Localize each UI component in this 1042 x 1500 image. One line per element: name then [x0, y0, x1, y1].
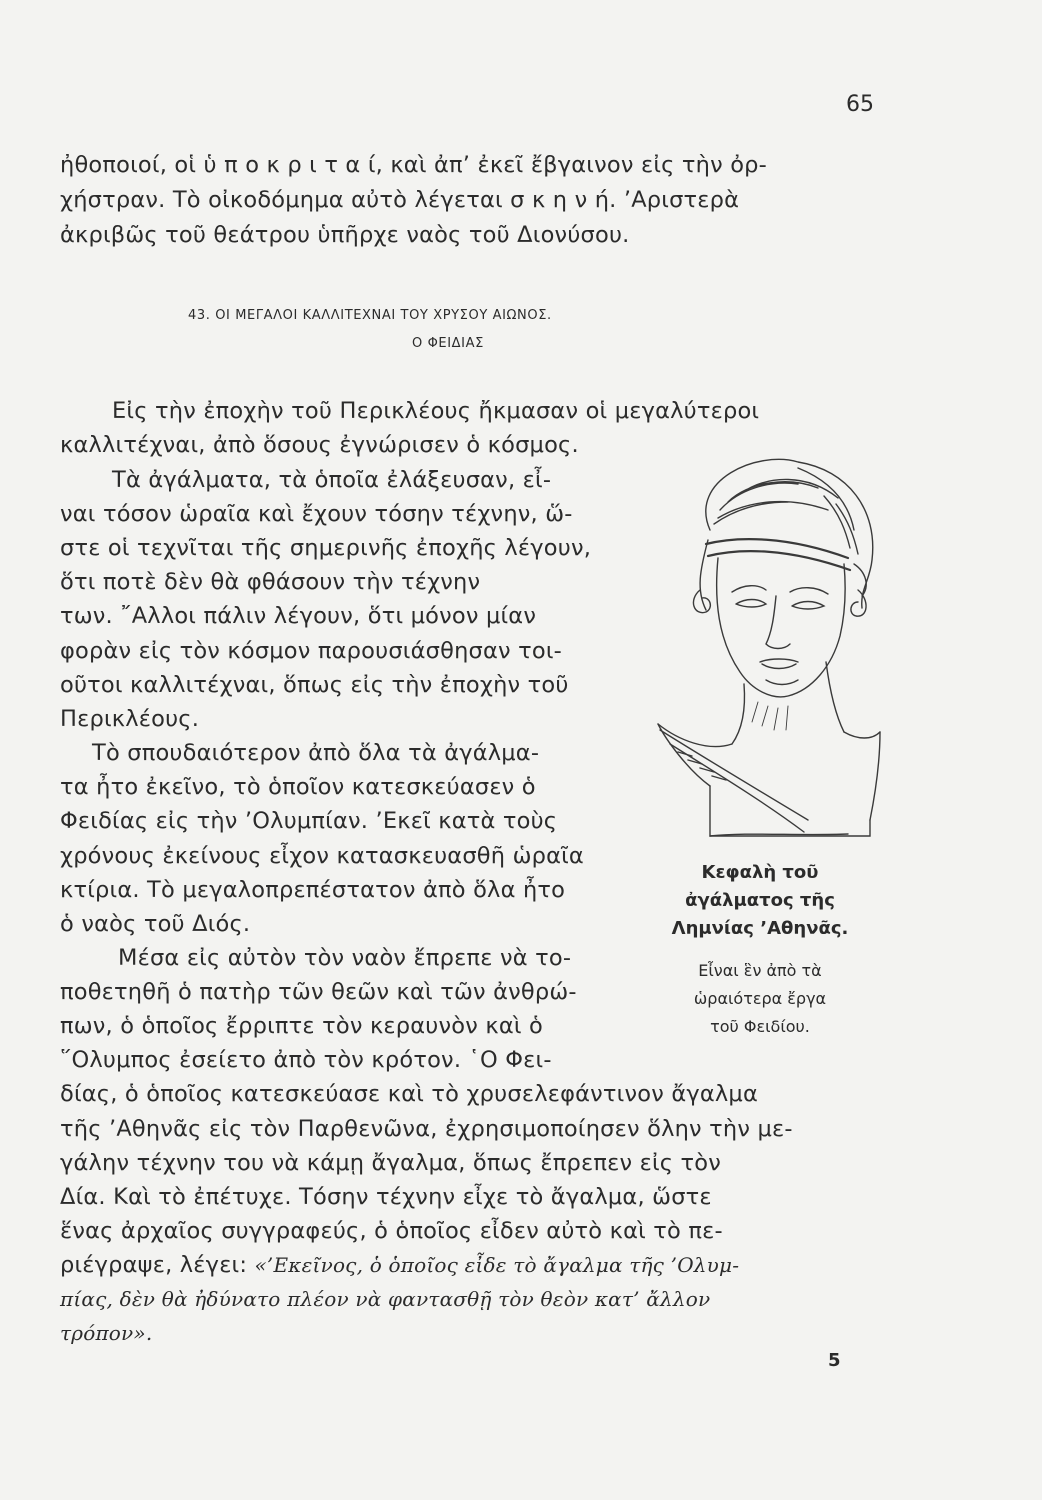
- quote-text: τρόπον».: [60, 1321, 153, 1345]
- text-line: χρόνους ἐκείνους εἶχον κατασκευασθῆ ὡραῖα: [60, 843, 584, 869]
- quote-text: «’Εκεῖνος, ὁ ὁποῖος εἶδε τὸ ἄγαλμα τῆς ’Ολυμ-: [254, 1253, 740, 1277]
- text-line: των. ῎Αλλοι πάλιν λέγουν, ὅτι μόνον μίαν: [60, 603, 537, 629]
- text-line: ἠθοποιοί, οἱ ὑ π ο κ ρ ι τ α ί, καὶ ἀπ’ ἐκεῖ ἔβγαινον εἰς τὴν ὀρ-: [60, 152, 767, 178]
- text-line: Τὰ ἀγάλματα, τὰ ὁποῖα ἐλάξευσαν, εἶ-: [112, 467, 552, 493]
- text-line: τα ἦτο ἐκεῖνο, τὸ ὁποῖον κατεσκεύασεν ὁ: [60, 774, 536, 800]
- text-line: Φειδίας εἰς τὴν ’Ολυμπίαν. ’Εκεῖ κατὰ τοὺς: [60, 808, 558, 834]
- caption-body-line: Εἶναι ἓν ἀπὸ τὰ: [698, 961, 822, 980]
- text-line: Περικλέους.: [60, 706, 200, 732]
- signature-mark: 5: [828, 1350, 841, 1371]
- text-line: τῆς ’Αθηνᾶς εἰς τὸν Παρθενῶνα, ἐχρησιμοποίησεν ὅλην τὴν με-: [60, 1116, 793, 1142]
- section-heading: 43. ΟΙ ΜΕΓΑΛΟΙ ΚΑΛΛΙΤΕΧΝΑΙ ΤΟΥ ΧΡΥΣΟΥ ΑΙΩΝΟΣ.: [188, 308, 552, 323]
- athena-bust-illustration: [648, 440, 888, 840]
- text-line: ἕνας ἀρχαῖος συγγραφεύς, ὁ ὁποῖος εἶδεν αὐτὸ καὶ τὸ πε-: [60, 1218, 723, 1244]
- page-number: 65: [846, 92, 874, 117]
- caption-body-line: τοῦ Φειδίου.: [710, 1017, 810, 1036]
- text-line: Εἰς τὴν ἐποχὴν τοῦ Περικλέους ἤκμασαν οἱ μεγαλύτεροι: [112, 398, 760, 424]
- text-line: ὅτι ποτὲ δὲν θὰ φθάσουν τὴν τέχνην: [60, 569, 481, 595]
- caption-title-line: Κεφαλὴ τοῦ: [701, 862, 819, 883]
- text-line: ὁ ναὸς τοῦ Διός.: [60, 911, 251, 937]
- text-line: Μέσα εἰς αὐτὸν τὸν ναὸν ἔπρεπε νὰ το-: [118, 945, 572, 971]
- text-line: ποθετηθῆ ὁ πατὴρ τῶν θεῶν καὶ τῶν ἀνθρώ-: [60, 979, 577, 1005]
- caption-body-line: ὡραιότερα ἔργα: [693, 989, 827, 1008]
- caption-title-line: ἀγάλματος τῆς: [685, 890, 835, 911]
- text-line: Δία. Καὶ τὸ ἐπέτυχε. Τόσην τέχνην εἶχε τὸ ἄγαλμα, ὥστε: [60, 1184, 712, 1210]
- text-line: οῦτοι καλλιτέχναι, ὅπως εἰς τὴν ἐποχὴν τοῦ: [60, 672, 569, 698]
- text-line: καλλιτέχναι, ἀπὸ ὅσους ἐγνώρισεν ὁ κόσμος.: [60, 432, 579, 458]
- text-line: πων, ὁ ὁποῖος ἔρριπτε τὸν κεραυνὸν καὶ ὁ: [60, 1013, 544, 1039]
- text-line: κτίρια. Τὸ μεγαλοπρεπέστατον ἀπὸ ὅλα ἦτο: [60, 877, 566, 903]
- text-line: [60, 1250, 739, 1280]
- text-line: γάλην τέχνην του νὰ κάμῃ ἄγαλμα, ὅπως ἔπρεπεν εἰς τὸν: [60, 1150, 722, 1176]
- text-line: στε οἱ τεχνῖται τῆς σημερινῆς ἐποχῆς λέγουν,: [60, 535, 592, 561]
- section-subheading: Ο ΦΕΙΔΙΑΣ: [412, 336, 484, 351]
- text-line: δίας, ὁ ὁποῖος κατεσκεύασε καὶ τὸ χρυσελεφάντινον ἄγαλμα: [60, 1081, 758, 1107]
- caption-title-line: Λημνίας ’Αθηνᾶς.: [671, 918, 849, 939]
- text-line: ῞Ολυμπος ἐσείετο ἀπὸ τὸν κρότον. ῾Ο Φει-: [60, 1047, 552, 1073]
- quote-lead: ριέγραψε, λέγει:: [60, 1252, 255, 1278]
- text-line: ἀκριβῶς τοῦ θεάτρου ὑπῆρχε ναὸς τοῦ Διονύσου.: [60, 222, 630, 248]
- text-line: χήστραν. Τὸ οἰκοδόμημα αὐτὸ λέγεται σ κ η ν ή. ’Αριστερὰ: [60, 187, 740, 213]
- text-line: Τὸ σπουδαιότερον ἀπὸ ὅλα τὰ ἀγάλμα-: [92, 740, 540, 766]
- text-line: ναι τόσον ὡραῖα καὶ ἔχουν τόσην τέχνην, ὥ-: [60, 501, 573, 527]
- text-line: φορὰν εἰς τὸν κόσμον παρουσιάσθησαν τοι-: [60, 638, 562, 664]
- quote-text: πίας, δὲν θὰ ἠδύνατο πλέον νὰ φαντασθῇ τὸν θεὸν κατ’ ἄλλον: [60, 1287, 711, 1311]
